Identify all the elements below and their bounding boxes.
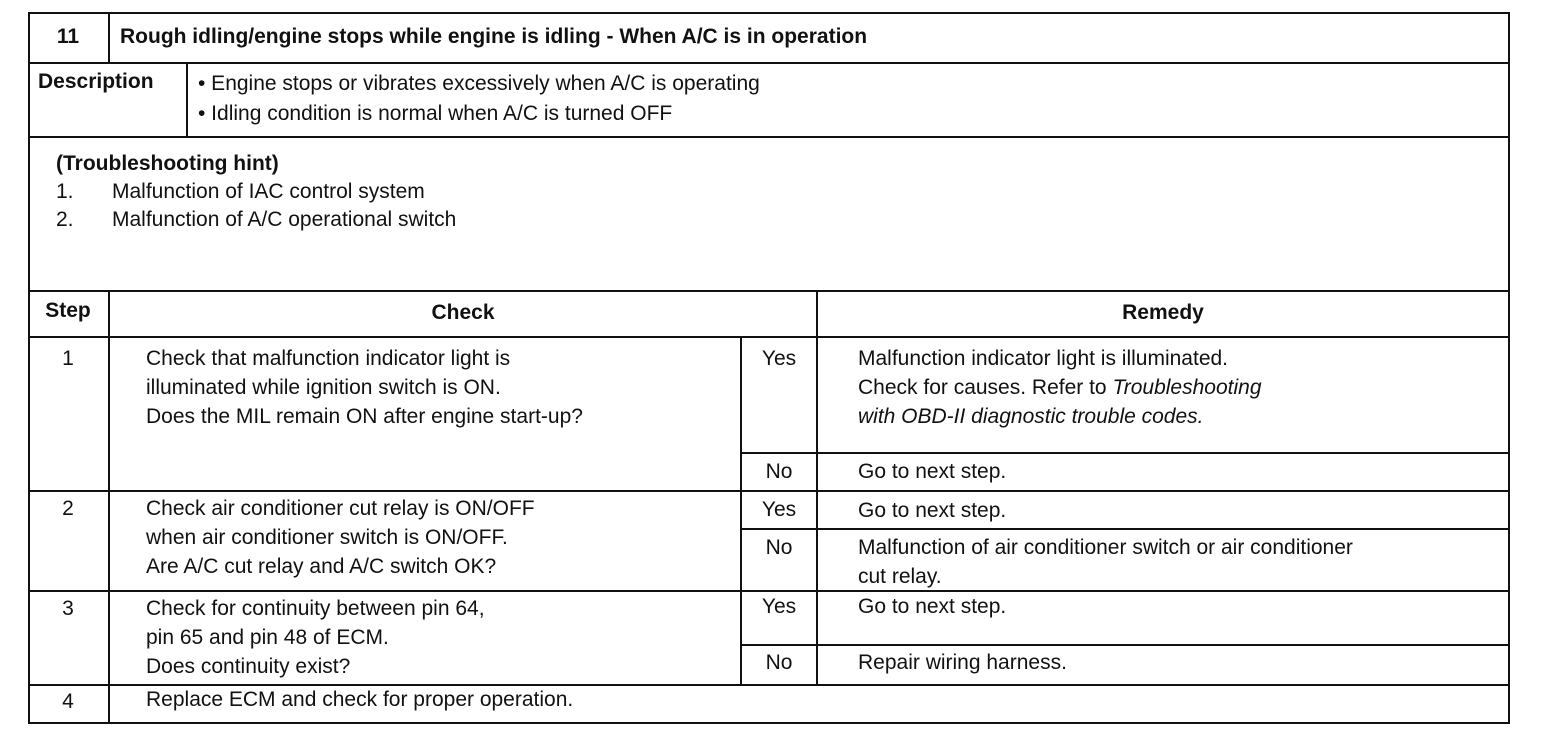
remedy-text-italic: Troubleshooting: [1112, 376, 1262, 399]
description-item: • Engine stops or vibrates excessively when A/C is operating: [198, 72, 760, 95]
frame-top: [28, 12, 1510, 14]
hint-item-text: Malfunction of IAC control system: [112, 180, 425, 203]
check-text: pin 65 and pin 48 of ECM.: [146, 626, 389, 649]
description-label: Description: [38, 70, 154, 93]
check-text: Replace ECM and check for proper operation.: [146, 688, 574, 711]
item-title: Rough idling/engine stops while engine is idling - When A/C is in operation: [120, 25, 868, 48]
remedy-text: Go to next step.: [858, 499, 1007, 522]
remedy-text: Go to next step.: [858, 460, 1007, 483]
column-header-step: Step: [45, 299, 91, 322]
yes-label: Yes: [761, 347, 797, 370]
no-label: No: [765, 460, 793, 483]
frame-right: [1508, 12, 1510, 724]
hint-title: (Troubleshooting hint): [56, 152, 279, 175]
description-item: • Idling condition is normal when A/C is turned OFF: [198, 102, 673, 125]
column-header-remedy: Remedy: [1122, 301, 1204, 324]
rule-remedy-col: [816, 290, 818, 684]
troubleshooting-table: [28, 12, 1510, 724]
hint-item-text: Malfunction of A/C operational switch: [112, 208, 457, 231]
step-number: 1: [62, 347, 74, 370]
check-text: Does the MIL remain ON after engine start-up?: [146, 405, 583, 428]
check-text: illuminated while ignition switch is ON.: [146, 376, 501, 399]
item-number: 11: [56, 25, 80, 48]
check-text: Check that malfunction indicator light is: [146, 347, 511, 370]
rule-hint: [28, 290, 1510, 292]
yes-label: Yes: [761, 595, 797, 618]
remedy-text-plain: Check for causes. Refer to: [858, 376, 1113, 399]
rule-step2-yes-no: [740, 528, 1510, 530]
remedy-text: Repair wiring harness.: [858, 651, 1067, 674]
check-text: Check for continuity between pin 64,: [146, 597, 485, 620]
no-label: No: [765, 651, 793, 674]
rule-columns: [28, 336, 1510, 338]
rule-description-divider: [186, 62, 188, 136]
hint-item-number: 1.: [56, 180, 74, 203]
step-number: 3: [62, 597, 74, 620]
hint-item-number: 2.: [56, 208, 74, 231]
frame-bottom: [28, 722, 1510, 724]
remedy-text-italic: with OBD-II diagnostic trouble codes.: [858, 405, 1204, 428]
rule-step-col: [108, 290, 110, 724]
rule-header: [28, 62, 1510, 64]
remedy-text: [858, 373, 1262, 402]
check-text: Does continuity exist?: [146, 655, 351, 678]
remedy-text: Malfunction indicator light is illuminated.: [858, 347, 1229, 370]
step-number: 2: [62, 497, 74, 520]
remedy-text: Go to next step.: [858, 595, 1007, 618]
rule-description: [28, 136, 1510, 138]
remedy-text: Malfunction of air conditioner switch or air conditioner: [858, 536, 1353, 559]
rule-step1-yes-no: [740, 452, 1510, 454]
column-header-check: Check: [431, 301, 495, 324]
rule-step3-yes-no: [740, 644, 1510, 646]
no-label: No: [765, 536, 793, 559]
remedy-text: cut relay.: [858, 565, 942, 588]
check-text: Are A/C cut relay and A/C switch OK?: [146, 555, 497, 578]
check-text: Check air conditioner cut relay is ON/OFF: [146, 497, 535, 520]
yes-label: Yes: [761, 498, 797, 521]
rule-number-divider: [108, 12, 110, 62]
rule-step1: [28, 490, 1510, 492]
check-text: when air conditioner switch is ON/OFF.: [146, 526, 508, 549]
step-number: 4: [62, 690, 74, 713]
